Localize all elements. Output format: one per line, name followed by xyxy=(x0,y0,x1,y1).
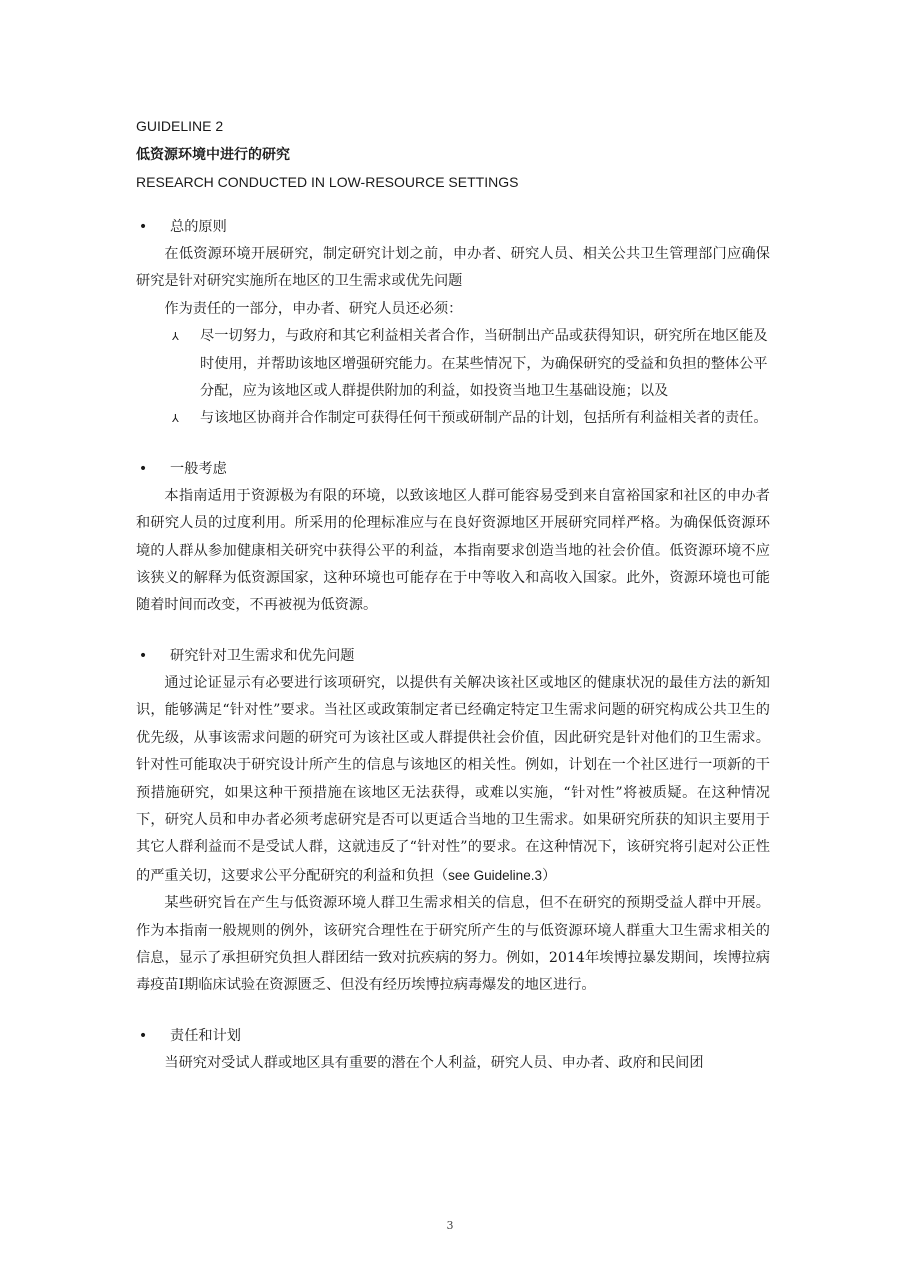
section-heading: 研究针对卫生需求和优先问题 xyxy=(170,647,355,664)
guideline-title-zh: 低资源环境中进行的研究 xyxy=(136,146,290,162)
guideline-reference: see Guideline.3 xyxy=(448,867,542,883)
paragraph: 当研究对受试人群或地区具有重要的潜在个人利益，研究人员、申办者、政府和民间团 xyxy=(164,1054,704,1071)
section-heading: 责任和计划 xyxy=(170,1027,241,1044)
paragraph-text: 通过论证显示有必要进行该项研究，以提供有关解决该社区或地区的健康状况的最佳方法的新知识，能够满足“针对性”要求。当社区或政策制定者已经确定特定卫生需求问题的研究构成公共卫生的优先级，从事该需求问题的研究可为该社区或人群提供社会价值，因此研究是针对他们的卫生需求。针对性可能取决于研究设计所产生的信息与该地区的相关性。例如，计划在一个社区进行一项新的干预措施研究，如果这种干预措施在该地区无法获得，或难以实施，“针对性”将被质疑。在这种情况下，研究人员和申办者必须考虑研究是否可以更适合当地的卫生需求。如果研究所获的知识主要用于其它人群利益而不是受试人群，这就违反了“针对性”的要求。在这种情况下，该研究将引起对公正性的严重关切，这要求公平分配研究的利益和负担（ xyxy=(136,674,770,884)
bullet-icon: • xyxy=(138,647,148,664)
list-item-text: 尽一切努力，与政府和其它利益相关者合作，当研制出产品或获得知识，研究所在地区能及时使用，并帮助该地区增强研究能力。在某些情况下，为确保研究的受益和负担的整体公平分配，应为该地区或人群提供附加的利益，如投资当地卫生基础设施；以及 xyxy=(200,328,768,400)
section-general-principles xyxy=(136,214,770,433)
bullet-icon: • xyxy=(138,1027,148,1044)
paragraph-text-end: ） xyxy=(541,867,557,884)
paragraph xyxy=(136,670,770,890)
list-item xyxy=(136,323,770,405)
paragraph: 某些研究旨在产生与低资源环境人群卫生需求相关的信息，但不在研究的预期受益人群中开展。作为本指南一般规则的例外，该研究合理性在于研究所产生的与低资源环境人群重大卫生需求相关的信息，显示了承担研究负担人群团结一致对抗疾病的努力。例如，2014年埃博拉暴发期间，埃博拉病毒疫苗Ⅰ期临床试验在资源匮乏、但没有经历埃博拉病毒爆发的地区进行。 xyxy=(136,895,770,994)
list-item-text: 与该地区协商并合作制定可获得任何干预或研制产品的计划，包括所有利益相关者的责任。 xyxy=(200,410,768,427)
document-body xyxy=(136,214,770,1100)
bullet-icon: • xyxy=(138,460,148,477)
bullet-icon: • xyxy=(138,219,148,235)
paragraph: 在低资源环境开展研究，制定研究计划之前，申办者、研究人员、相关公共卫生管理部门应确保研究是针对研究实施所在地区的卫生需求或优先问题 xyxy=(136,246,770,290)
guideline-title-en: RESEARCH CONDUCTED IN LOW-RESOURCE SETTINGS xyxy=(136,174,519,190)
guideline-header xyxy=(136,112,776,196)
section-general-considerations xyxy=(136,456,770,620)
guideline-number: GUIDELINE 2 xyxy=(136,118,224,134)
arrow-bullet-icon: ⅄ xyxy=(172,330,179,344)
section-heading: 一般考虑 xyxy=(170,460,227,477)
section-health-needs xyxy=(136,643,770,1000)
section-responsibilities xyxy=(136,1023,770,1077)
arrow-bullet-icon: ⅄ xyxy=(172,412,179,426)
page-number: 3 xyxy=(446,1219,454,1232)
section-heading: 总的原则 xyxy=(170,219,227,235)
paragraph: 本指南适用于资源极为有限的环境，以致该地区人群可能容易受到来自富裕国家和社区的申办者和研究人员的过度利用。所采用的伦理标准应与在良好资源地区开展研究同样严格。为确保低资源环境的人群从参加健康相关研究中获得公平的利益，本指南要求创造当地的社会价值。低资源环境不应该狭义的解释为低资源国家，这种环境也可能存在于中等收入和高收入国家。此外，资源环境也可能随着时间而改变，不再被视为低资源。 xyxy=(136,487,770,614)
list-item xyxy=(136,405,770,432)
paragraph: 作为责任的一部分，申办者、研究人员还必须： xyxy=(164,300,463,317)
